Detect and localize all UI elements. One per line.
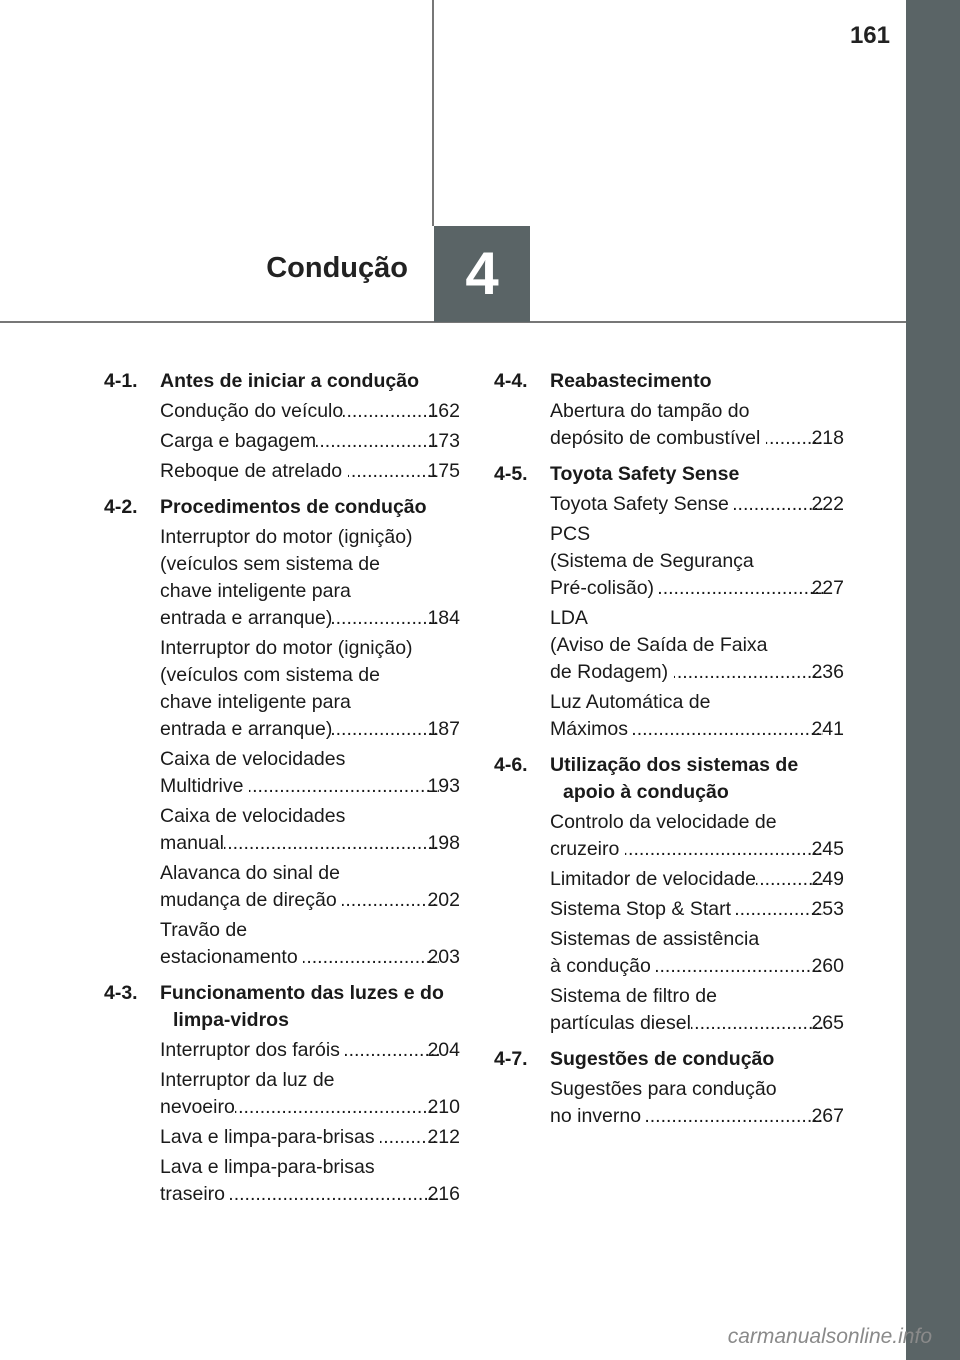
toc-entry-text: (Sistema de Segurança bbox=[550, 550, 754, 572]
toc-entry-text: Sistemas de assistência bbox=[550, 928, 760, 950]
toc-page-number: 204 bbox=[427, 1039, 460, 1061]
toc-entry-line bbox=[550, 521, 844, 548]
toc-entry-text: Abertura do tampão do bbox=[550, 400, 750, 422]
dot-leader bbox=[316, 428, 439, 455]
toc-page-number: 187 bbox=[427, 718, 460, 740]
toc-entry-text: Carga e bagagem bbox=[160, 430, 317, 452]
toc-section bbox=[494, 461, 844, 743]
toc-section bbox=[494, 1046, 844, 1130]
toc-entry-text: estacionamento bbox=[160, 946, 304, 968]
toc-section-heading[interactable] bbox=[494, 1046, 844, 1073]
toc-entry-text: entrada e arranque) bbox=[160, 718, 333, 740]
section-title: Reabastecimento bbox=[550, 370, 712, 392]
toc-entry[interactable] bbox=[104, 1154, 460, 1208]
toc-entry-text: Multidrive bbox=[160, 775, 249, 797]
toc-entry-line bbox=[550, 716, 844, 743]
toc-entry-line bbox=[550, 926, 844, 953]
toc-entry-text: Lava e limpa-para-brisas bbox=[160, 1126, 381, 1148]
toc-entry-body bbox=[550, 1076, 844, 1130]
dot-leader bbox=[734, 491, 823, 518]
toc-entry-body bbox=[160, 428, 460, 455]
toc-entry-body bbox=[550, 926, 844, 980]
toc-entry-text: Alavanca do sinal de bbox=[160, 862, 340, 884]
toc-entry[interactable] bbox=[494, 521, 844, 602]
dot-leader bbox=[656, 953, 823, 980]
toc-entry[interactable] bbox=[104, 1124, 460, 1151]
toc-page-number: 175 bbox=[427, 460, 460, 482]
toc-entry-body bbox=[160, 860, 460, 914]
toc-page-number: 265 bbox=[811, 1012, 844, 1034]
toc-entry-body bbox=[160, 524, 460, 632]
toc-entry-line bbox=[550, 809, 844, 836]
dot-leader bbox=[659, 575, 823, 602]
dot-leader bbox=[332, 716, 439, 743]
toc-entry-body bbox=[550, 896, 844, 923]
toc-section-heading[interactable] bbox=[494, 752, 844, 806]
toc-entry-body bbox=[160, 1154, 460, 1208]
toc-page-number: 222 bbox=[811, 493, 844, 515]
toc-entry-text: Interruptor do motor (ignição) bbox=[160, 526, 413, 548]
toc-entry-line bbox=[160, 1094, 460, 1121]
dot-leader bbox=[230, 1181, 439, 1208]
toc-entry-line bbox=[160, 398, 460, 425]
toc-section-heading[interactable] bbox=[104, 980, 460, 1034]
toc-entry-line bbox=[550, 659, 844, 686]
toc-entry-line bbox=[160, 1037, 460, 1064]
toc-entry-body bbox=[550, 491, 844, 518]
toc-entry[interactable] bbox=[494, 926, 844, 980]
dot-leader bbox=[303, 944, 439, 971]
toc-entry-line bbox=[550, 398, 844, 425]
toc-entry-line bbox=[550, 836, 844, 863]
toc-entry-line bbox=[160, 716, 460, 743]
chapter-side-bar bbox=[906, 0, 960, 1360]
toc-entry-text: Pré-colisão) bbox=[550, 577, 660, 599]
toc-page-number: 162 bbox=[427, 400, 460, 422]
toc-section-heading[interactable] bbox=[104, 494, 460, 521]
toc-entry-text: (veículos sem sistema de bbox=[160, 553, 380, 575]
section-number: 4-3. bbox=[104, 982, 138, 1004]
toc-entry-body bbox=[550, 398, 844, 452]
toc-entry-text: Travão de bbox=[160, 919, 248, 941]
toc-entry-text: manual bbox=[160, 832, 224, 854]
toc-entry-line bbox=[160, 887, 460, 914]
toc-entry-body bbox=[160, 635, 460, 743]
toc-entry-text: Interruptor da luz de bbox=[160, 1069, 335, 1091]
section-number: 4-6. bbox=[494, 754, 528, 776]
toc-entry-body bbox=[160, 803, 460, 857]
toc-entry-body bbox=[160, 746, 460, 800]
toc-entry-text: Interruptor dos faróis bbox=[160, 1039, 346, 1061]
toc-entry-line bbox=[550, 1010, 844, 1037]
toc-column-right bbox=[494, 368, 844, 1139]
dot-leader bbox=[736, 896, 823, 923]
toc-entry-line bbox=[550, 689, 844, 716]
toc-section bbox=[104, 368, 460, 485]
toc-entry-text: Caixa de velocidades bbox=[160, 805, 346, 827]
toc-entry-line bbox=[160, 944, 460, 971]
dot-leader bbox=[633, 716, 823, 743]
chapter-title: Condução bbox=[266, 252, 408, 284]
dot-leader bbox=[674, 659, 824, 686]
dot-leader bbox=[348, 458, 440, 485]
toc-entry-text: Reboque de atrelado bbox=[160, 460, 348, 482]
toc-entry-text: chave inteligente para bbox=[160, 580, 351, 602]
toc-entry-line bbox=[160, 605, 460, 632]
dot-leader bbox=[345, 1037, 439, 1064]
toc-entry-line bbox=[550, 575, 844, 602]
toc-entry-body bbox=[550, 521, 844, 602]
toc-entry[interactable] bbox=[104, 1067, 460, 1121]
toc-entry-body bbox=[160, 1124, 460, 1151]
section-number: 4-7. bbox=[494, 1048, 528, 1070]
toc-section-heading[interactable] bbox=[104, 368, 460, 395]
toc-entry[interactable] bbox=[104, 917, 460, 971]
toc-entry-text: Sistema Stop & Start bbox=[550, 898, 737, 920]
toc-entry[interactable] bbox=[104, 803, 460, 857]
toc-entry-body bbox=[550, 983, 844, 1037]
watermark: carmanualsonline.info bbox=[727, 1325, 932, 1348]
toc-entry-text: PCS bbox=[550, 523, 591, 545]
dot-leader bbox=[343, 398, 439, 425]
toc-entry-text: Luz Automática de bbox=[550, 691, 711, 713]
toc-entry-body bbox=[550, 605, 844, 686]
toc-page-number: 173 bbox=[427, 430, 460, 452]
toc-entry-line bbox=[550, 1103, 844, 1130]
toc-entry-text: LDA bbox=[550, 607, 588, 629]
toc-entry[interactable] bbox=[494, 398, 844, 452]
toc-entry[interactable] bbox=[494, 809, 844, 863]
toc-section bbox=[104, 494, 460, 971]
toc-entry-line bbox=[160, 773, 460, 800]
toc-page-number: 249 bbox=[811, 868, 844, 890]
toc-section-heading[interactable] bbox=[494, 461, 844, 488]
toc-entry[interactable] bbox=[104, 524, 460, 632]
dot-leader bbox=[625, 836, 824, 863]
toc-entry-text: Sugestões para condução bbox=[550, 1078, 777, 1100]
chapter-number-box: 4 bbox=[434, 226, 530, 322]
toc-entry[interactable] bbox=[494, 491, 844, 518]
toc-entry-line bbox=[160, 1067, 460, 1094]
toc-entry-text: mudança de direção bbox=[160, 889, 343, 911]
toc-page-number: 193 bbox=[427, 775, 460, 797]
toc-page-number: 253 bbox=[811, 898, 844, 920]
toc-entry-line bbox=[160, 458, 460, 485]
toc-entry[interactable] bbox=[104, 1037, 460, 1064]
toc-page-number: 267 bbox=[811, 1105, 844, 1127]
toc-entry-text: (Aviso de Saída de Faixa bbox=[550, 634, 768, 656]
section-title: Toyota Safety Sense bbox=[550, 463, 740, 485]
toc-entry-line bbox=[550, 605, 844, 632]
section-title: Sugestões de condução bbox=[550, 1048, 775, 1070]
toc-entry-body bbox=[550, 689, 844, 743]
dot-leader bbox=[224, 830, 439, 857]
section-number: 4-5. bbox=[494, 463, 528, 485]
toc-page-number: 210 bbox=[427, 1096, 460, 1118]
toc-entry-line bbox=[550, 632, 844, 659]
toc-entry-text: Toyota Safety Sense bbox=[550, 493, 735, 515]
section-title: Utilização dos sistemas de apoio à condução bbox=[550, 754, 799, 803]
toc-entry-text: à condução bbox=[550, 955, 657, 977]
toc-entry[interactable] bbox=[104, 458, 460, 485]
toc-entry-line bbox=[160, 689, 460, 716]
toc-entry[interactable] bbox=[104, 398, 460, 425]
toc-entry[interactable] bbox=[494, 605, 844, 686]
toc-entry-line bbox=[550, 548, 844, 575]
toc-entry-line bbox=[160, 635, 460, 662]
toc-entry-line bbox=[550, 896, 844, 923]
toc-page-number: 216 bbox=[427, 1183, 460, 1205]
toc-section-heading[interactable] bbox=[494, 368, 844, 395]
toc-page-number: 260 bbox=[811, 955, 844, 977]
toc-entry-line bbox=[550, 953, 844, 980]
toc-entry-line bbox=[550, 491, 844, 518]
toc-entry[interactable] bbox=[494, 689, 844, 743]
dot-leader bbox=[342, 887, 439, 914]
toc-entry-body bbox=[160, 1067, 460, 1121]
toc-entry[interactable] bbox=[104, 428, 460, 455]
toc-entry-text: nevoeiro bbox=[160, 1096, 235, 1118]
toc-entry-text: Interruptor do motor (ignição) bbox=[160, 637, 413, 659]
toc-entry-text: de Rodagem) bbox=[550, 661, 674, 683]
toc-section bbox=[494, 368, 844, 452]
toc-entry[interactable] bbox=[494, 1076, 844, 1130]
toc-entry-line bbox=[160, 803, 460, 830]
toc-entry[interactable] bbox=[104, 635, 460, 743]
toc-entry-body bbox=[160, 917, 460, 971]
toc-entry-line bbox=[550, 983, 844, 1010]
toc-page-number: 227 bbox=[811, 577, 844, 599]
toc-page-number: 218 bbox=[811, 427, 844, 449]
dot-leader bbox=[691, 1010, 824, 1037]
toc-entry-line bbox=[160, 578, 460, 605]
toc-entry-text: traseiro bbox=[160, 1183, 231, 1205]
toc-entry-line bbox=[160, 746, 460, 773]
section-title: Antes de iniciar a condução bbox=[160, 370, 419, 392]
dot-leader bbox=[249, 773, 440, 800]
toc-page-number: 184 bbox=[427, 607, 460, 629]
toc-page-number: 241 bbox=[811, 718, 844, 740]
toc-entry-line bbox=[160, 917, 460, 944]
toc-entry[interactable] bbox=[494, 896, 844, 923]
section-number: 4-1. bbox=[104, 370, 138, 392]
toc-entry[interactable] bbox=[494, 866, 844, 893]
toc-entry-body bbox=[160, 398, 460, 425]
page-number: 161 bbox=[849, 22, 890, 49]
section-title: Funcionamento das luzes e do limpa-vidros bbox=[160, 982, 444, 1031]
toc-entry-line bbox=[550, 866, 844, 893]
toc-entry[interactable] bbox=[104, 746, 460, 800]
toc-entry-text: partículas diesel bbox=[550, 1012, 691, 1034]
toc-entry-line bbox=[160, 860, 460, 887]
toc-page-number: 202 bbox=[427, 889, 460, 911]
toc-entry-text: Máximos bbox=[550, 718, 634, 740]
section-number: 4-2. bbox=[104, 496, 138, 518]
toc-entry-line bbox=[550, 425, 844, 452]
toc-entry-line bbox=[550, 1076, 844, 1103]
toc-entry[interactable] bbox=[494, 983, 844, 1037]
toc-entry-text: cruzeiro bbox=[550, 838, 625, 860]
toc-entry-line bbox=[160, 428, 460, 455]
toc-entry-text: Controlo da velocidade de bbox=[550, 811, 777, 833]
toc-entry-text: entrada e arranque) bbox=[160, 607, 333, 629]
toc-entry-text: chave inteligente para bbox=[160, 691, 351, 713]
toc-entry-text: no inverno bbox=[550, 1105, 647, 1127]
toc-page-number: 212 bbox=[427, 1126, 460, 1148]
dot-leader bbox=[235, 1094, 440, 1121]
section-number: 4-4. bbox=[494, 370, 528, 392]
toc-entry-line bbox=[160, 1124, 460, 1151]
toc-entry-body bbox=[160, 1037, 460, 1064]
toc-entry-body bbox=[550, 809, 844, 863]
toc-column-left bbox=[104, 368, 460, 1217]
toc-entry-text: (veículos com sistema de bbox=[160, 664, 380, 686]
toc-entry-body bbox=[160, 458, 460, 485]
toc-section bbox=[104, 980, 460, 1208]
toc-entry-line bbox=[160, 1154, 460, 1181]
toc-entry-text: depósito de combustível bbox=[550, 427, 766, 449]
toc-entry-line bbox=[160, 551, 460, 578]
toc-entry-text: Caixa de velocidades bbox=[160, 748, 346, 770]
dot-leader bbox=[646, 1103, 823, 1130]
toc-section bbox=[494, 752, 844, 1037]
toc-entry[interactable] bbox=[104, 860, 460, 914]
toc-entry-text: Condução do veículo bbox=[160, 400, 344, 422]
toc-entry-line bbox=[160, 830, 460, 857]
toc-page-number: 236 bbox=[811, 661, 844, 683]
toc-entry-line bbox=[160, 1181, 460, 1208]
toc-entry-text: Sistema de filtro de bbox=[550, 985, 717, 1007]
toc-entry-body bbox=[550, 866, 844, 893]
toc-page-number: 198 bbox=[427, 832, 460, 854]
toc-entry-line bbox=[160, 524, 460, 551]
toc-entry-text: Lava e limpa-para-brisas bbox=[160, 1156, 375, 1178]
header-vertical-rule bbox=[432, 0, 434, 226]
toc-entry-text: Limitador de velocidade bbox=[550, 868, 756, 890]
dot-leader bbox=[332, 605, 439, 632]
toc-page-number: 245 bbox=[811, 838, 844, 860]
toc-page-number: 203 bbox=[427, 946, 460, 968]
toc-entry-line bbox=[160, 662, 460, 689]
section-title: Procedimentos de condução bbox=[160, 496, 427, 518]
